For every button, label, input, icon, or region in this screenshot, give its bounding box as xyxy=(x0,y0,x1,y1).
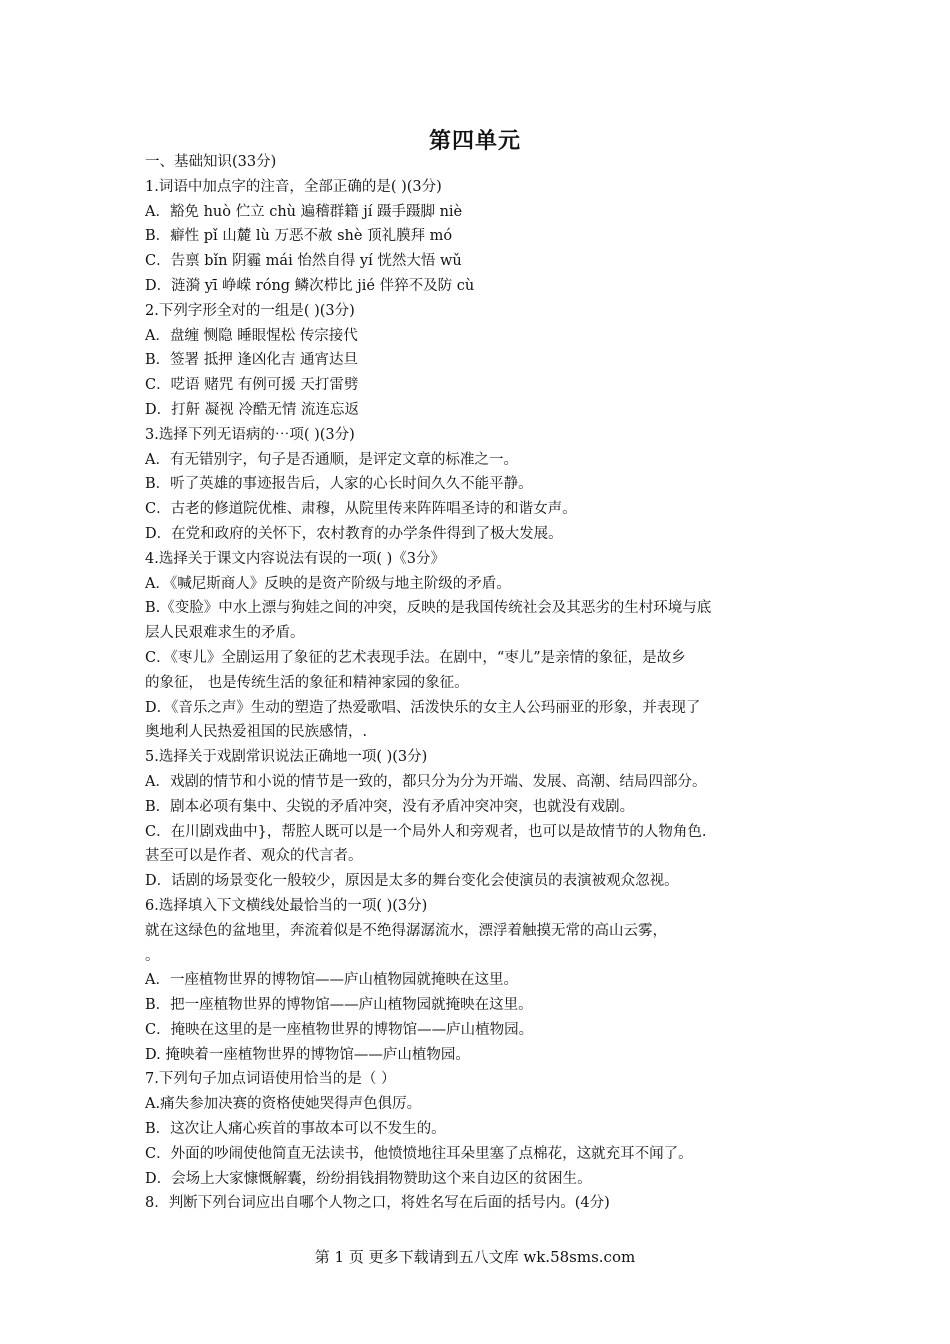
page-title: 第四单元 xyxy=(428,128,521,154)
text-line: D．会场上大家慷慨解囊，纷纷捐钱捐物赞助这个来自边区的贫困生。 xyxy=(145,1170,592,1187)
text-line: C．掩映在这里的是一座植物世界的博物馆——庐山植物园。 xyxy=(145,1021,534,1038)
text-line: A．戏剧的情节和小说的情节是一致的，都只分为分为开端、发展、高潮、结局四部分。 xyxy=(145,773,707,790)
text-line: B.《变脸》中水上漂与狗娃之间的冲突，反映的是我国传统社会及其恶劣的生村环境与底 xyxy=(145,600,712,617)
text-line: D．涟漪 yī 峥嵘 róng 鳞次栉比 jié 伴猝不及防 cù xyxy=(145,277,475,294)
text-line: A．有无错别字，句子是否通顺，是评定文章的标准之一。 xyxy=(145,451,518,468)
text-line: B．剧本必项有集中、尖锐的矛盾冲突，没有矛盾冲突冲突，也就没有戏剧。 xyxy=(145,798,635,815)
text-line: 1.词语中加点字的注音，全部正确的是( )(3分) xyxy=(145,178,442,195)
text-line: B．这次让人痛心疾首的事故本可以不发生的。 xyxy=(145,1121,446,1138)
text-line: D. 掩映着一座植物世界的博物馆——庐山植物园。 xyxy=(145,1046,470,1063)
text-line: 7.下列句子加点词语使用恰当的是（ ） xyxy=(145,1071,396,1088)
text-line: 。 xyxy=(145,947,160,964)
text-line: B．签署 抵押 逢凶化吉 通宵达旦 xyxy=(145,352,358,369)
text-line: 奥地利人民热爱祖国的民族感情，. xyxy=(145,724,368,741)
text-line: 6.选择填入下文横线处最恰当的一项( )(3分) xyxy=(145,897,428,914)
text-line: A．一座植物世界的博物馆——庐山植物园就掩映在这里。 xyxy=(145,972,518,989)
text-line: C．古老的修道院优椎、肃穆，从院里传来阵阵唱圣诗的和谐女声。 xyxy=(145,501,577,518)
text-line: 3.选择下列无语病的⋯项( )(3分) xyxy=(145,426,355,443)
text-line: C．告禀 bǐn 阴霾 mái 怡然自得 yí 恍然大悟 wǔ xyxy=(145,253,462,270)
text-line: 的象征， 也是传统生活的象征和精神家园的象征。 xyxy=(145,674,469,691)
text-line: D．《音乐之声》生动的塑造了热爱歌唱、活泼快乐的女主人公玛丽亚的形象，并表现了 xyxy=(145,699,701,716)
text-line: 4.选择关于课文内容说法有误的一项( )《3分》 xyxy=(145,550,445,567)
text-line: 5.选择关于戏剧常识说法正确地一项( )(3分) xyxy=(145,749,428,766)
text-line: C．在川剧戏曲中}，帮腔人既可以是一个局外人和旁观者，也可以是故情节的人物角色. xyxy=(145,823,707,840)
text-line: D．话剧的场景变化一般较少，原因是太多的舞台变化会使演员的表演被观众忽视。 xyxy=(145,873,679,890)
text-line: 2.下列字形全对的一组是( )(3分) xyxy=(145,302,355,319)
text-line: 甚至可以是作者、观众的代言者。 xyxy=(145,848,363,865)
text-line: 就在这绿色的盆地里，奔流着似是不绝得潺潺流水，漂浮着触摸无常的高山云雾， xyxy=(145,922,667,939)
text-line: C．呓语 赌咒 有例可援 天打雷劈 xyxy=(145,377,359,394)
document-body xyxy=(145,150,813,1216)
text-line: B．听了英雄的事迹报告后，人家的心长时间久久不能平静。 xyxy=(145,476,533,493)
text-line: B．把一座植物世界的博物馆——庐山植物园就掩映在这里。 xyxy=(145,997,533,1014)
text-line: A.痛失参加决赛的资格使她哭得声色俱厉。 xyxy=(145,1096,422,1113)
text-line: C．外面的吵闹使他简直无法读书，他愤愤地往耳朵里塞了点棉花，这就充耳不闻了。 xyxy=(145,1145,693,1162)
text-line: A．豁免 huò 伫立 chù 遍稽群籍 jí 蹑手蹑脚 niè xyxy=(145,203,463,220)
text-line: 8．判断下列台词应出自哪个人物之口，将姓名写在后面的括号内。(4分) xyxy=(145,1195,610,1212)
text-line: C．《枣儿》全剧运用了象征的艺术表现手法。在剧中，“枣儿”是亲情的象征，是故乡 xyxy=(145,649,686,666)
page-footer: 第 1 页 更多下载请到五八文库 wk.58sms.com xyxy=(314,1248,636,1266)
text-line: A．盘缠 恻隐 睡眼惺松 传宗接代 xyxy=(145,327,358,344)
text-line: D．打鼾 凝视 冷酷无情 流连忘返 xyxy=(145,401,359,418)
text-line: D．在党和政府的关怀下，农村教育的办学条件得到了极大发展。 xyxy=(145,525,563,542)
text-line: 一、基础知识(33分) xyxy=(145,154,277,170)
text-line: A．《喊尼斯商人》反映的是资产阶级与地主阶级的矛盾。 xyxy=(145,575,511,592)
text-line: B．癖性 pǐ 山麓 lù 万恶不赦 shè 顶礼膜拜 mó xyxy=(145,228,453,245)
text-line: 层人民艰难求生的矛盾。 xyxy=(145,625,305,642)
